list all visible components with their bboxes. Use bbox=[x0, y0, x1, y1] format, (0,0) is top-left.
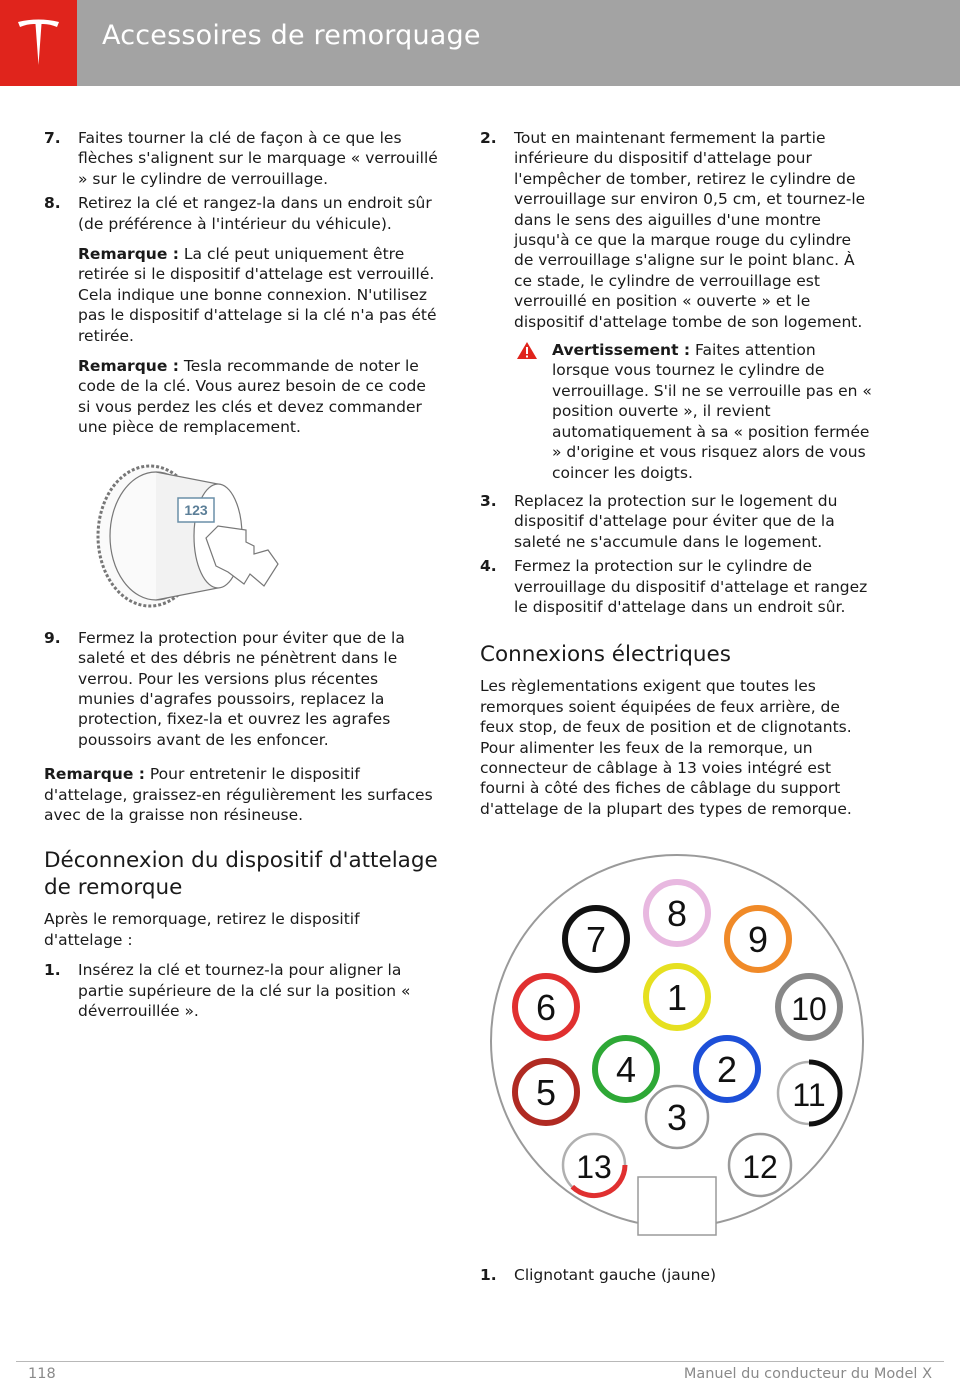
step-number: 1. bbox=[44, 961, 61, 980]
step-1 bbox=[44, 960, 438, 1021]
connector-pin-11 bbox=[778, 1062, 840, 1124]
warning-label: Avertissement : bbox=[552, 341, 691, 360]
connector-pin-label: 6 bbox=[535, 987, 557, 1029]
section-text-electrical: Les règlementations exigent que toutes les remorques soient équipées de feux arrière, de feux stop, de feux de position et de clignotants. Pour alimenter les feux de la remorque, un connecteur de câblage à 13 voies intégré est fourni à côté des fiches de câblage du support d'attelage de la plupart des types de remorque. bbox=[480, 677, 852, 818]
left-column bbox=[44, 128, 438, 1025]
note-maintenance bbox=[44, 764, 438, 825]
note-text: La clé peut uniquement être retirée si le dispositif d'attelage est verrouillé. Cela indique une bonne connexion. N'utilisez pas le dispositif d'attelage si la clé n'a pas été retirée. bbox=[78, 245, 437, 345]
connector-pin-3 bbox=[646, 1086, 708, 1148]
connector-pin-label: 8 bbox=[666, 893, 688, 935]
connector-pin-label: 3 bbox=[666, 1097, 688, 1139]
connector-pin-1 bbox=[646, 966, 708, 1028]
step-4 bbox=[480, 556, 875, 617]
page-header bbox=[0, 0, 960, 86]
footer-divider bbox=[16, 1361, 944, 1362]
key-cylinder-figure bbox=[78, 454, 298, 614]
connector-key-notch bbox=[638, 1177, 716, 1235]
legend-number: 1. bbox=[480, 1266, 497, 1285]
step-text: Insérez la clé et tournez-la pour aligner la partie supérieure de la clé sur la position « déverrouillée ». bbox=[78, 961, 411, 1020]
page-title: Accessoires de remorquage bbox=[102, 20, 481, 51]
connector-pin-5 bbox=[515, 1061, 577, 1123]
note-label: Remarque : bbox=[78, 245, 179, 264]
connector-pin-12 bbox=[729, 1134, 791, 1196]
warning-box bbox=[480, 340, 875, 483]
legend-text: Clignotant gauche (jaune) bbox=[514, 1266, 717, 1285]
connector-pin-label: 1 bbox=[666, 977, 688, 1019]
note-text: Pour entretenir le dispositif d'attelage, graissez-en régulièrement les surfaces avec de la graisse non résineuse. bbox=[44, 765, 433, 824]
note-label: Remarque : bbox=[78, 357, 179, 376]
step-2 bbox=[480, 128, 875, 332]
note-key-removal bbox=[44, 244, 438, 346]
warning-text: Faites attention lorsque vous tournez le cylindre de verrouillage. S'il ne se verrouille pas en « position ouverte », il revient automatiquement à sa « position fermée » d'origine et vous risquez alors de vous coincer les doigts. bbox=[552, 341, 872, 482]
step-text: Fermez la protection pour éviter que de la saleté et des débris ne pénètrent dans le verrou. Pour les versions plus récentes munies d'agrafes poussoirs, replacez la protection, fixez-la et ouvrez les agrafes poussoirs avant de les enfoncer. bbox=[78, 628, 405, 749]
connector-pin-label: 12 bbox=[742, 1149, 778, 1186]
connector-pin-6 bbox=[515, 976, 577, 1038]
step-text: Retirez la clé et rangez-la dans un endroit sûr (de préférence à l'intérieur du véhicule). bbox=[78, 194, 432, 233]
brand-logo-box bbox=[0, 0, 77, 86]
connector-pin-2 bbox=[696, 1038, 758, 1100]
connector-pin-label: 11 bbox=[792, 1077, 826, 1114]
connector-pin-label: 7 bbox=[585, 919, 607, 961]
section-intro: Après le remorquage, retirez le dispositif d'attelage : bbox=[44, 910, 360, 949]
connector-pin-label: 13 bbox=[576, 1149, 612, 1186]
step-number: 2. bbox=[480, 129, 497, 147]
page-number: 118 bbox=[28, 1366, 56, 1382]
connector-pin-4 bbox=[595, 1038, 657, 1100]
connector-pin-label: 9 bbox=[747, 919, 769, 961]
section-title-disconnect: Déconnexion du dispositif d'attelage de remorque bbox=[44, 848, 438, 901]
connector-pin-8 bbox=[646, 882, 708, 944]
connector-pin-7 bbox=[565, 908, 627, 970]
connector-pin-label: 4 bbox=[615, 1049, 637, 1091]
connector-pin-13 bbox=[563, 1134, 625, 1196]
note-label: Remarque : bbox=[44, 765, 145, 784]
step-number: 4. bbox=[480, 557, 497, 576]
step-3 bbox=[480, 491, 875, 552]
connector-pin-label: 10 bbox=[791, 991, 827, 1028]
step-number: 9. bbox=[44, 628, 61, 647]
pin-legend-1 bbox=[480, 1265, 875, 1285]
right-column bbox=[480, 128, 875, 1290]
key-code-label: 123 bbox=[184, 501, 208, 518]
connector-pin-label: 5 bbox=[535, 1072, 557, 1114]
step-text: Replacez la protection sur le logement du dispositif d'attelage pour éviter que de la saleté ne s'accumule dans le logement. bbox=[514, 491, 838, 551]
section-title-electrical: Connexions électriques bbox=[480, 642, 731, 668]
connector-13-pin-diagram bbox=[480, 849, 875, 1249]
connector-pin-9 bbox=[727, 908, 789, 970]
step-9 bbox=[44, 628, 438, 750]
step-7 bbox=[44, 128, 438, 189]
note-key-code bbox=[44, 356, 438, 438]
step-number: 8. bbox=[44, 194, 61, 213]
tesla-logo-icon bbox=[16, 19, 61, 67]
step-text: Tout en maintenant fermement la partie inférieure du dispositif d'attelage pour l'empêcher de tomber, retirez le cylindre de verrouillage sur environ 0,5 cm, et tournez-le dans le sens des aiguilles d'une montre jusqu'à ce que la marque rouge du cylindre de verrouillage s'aligne sur le point blanc. À ce stade, le cylindre de verrouillage est verrouillé en position « ouverte » et le dispositif d'attelage tombe de son logement. bbox=[514, 129, 866, 331]
step-number: 3. bbox=[480, 491, 497, 510]
connector-pin-10 bbox=[778, 976, 840, 1038]
step-text: Faites tourner la clé de façon à ce que les flèches s'alignent sur le marquage « verrouillé » sur le cylindre de verrouillage. bbox=[78, 129, 438, 188]
step-8 bbox=[44, 193, 438, 234]
note-text: Tesla recommande de noter le code de la clé. Vous aurez besoin de ce code si vous perdez les clés et devez commander une pièce de remplacement. bbox=[78, 357, 426, 437]
step-text: Fermez la protection sur le cylindre de verrouillage du dispositif d'attelage et rangez le dispositif d'attelage dans un endroit sûr. bbox=[514, 557, 868, 616]
warning-triangle-icon bbox=[516, 341, 538, 360]
footer-title: Manuel du conducteur du Model X bbox=[683, 1366, 932, 1382]
step-number: 7. bbox=[44, 129, 61, 147]
connector-pin-label: 2 bbox=[716, 1049, 738, 1091]
